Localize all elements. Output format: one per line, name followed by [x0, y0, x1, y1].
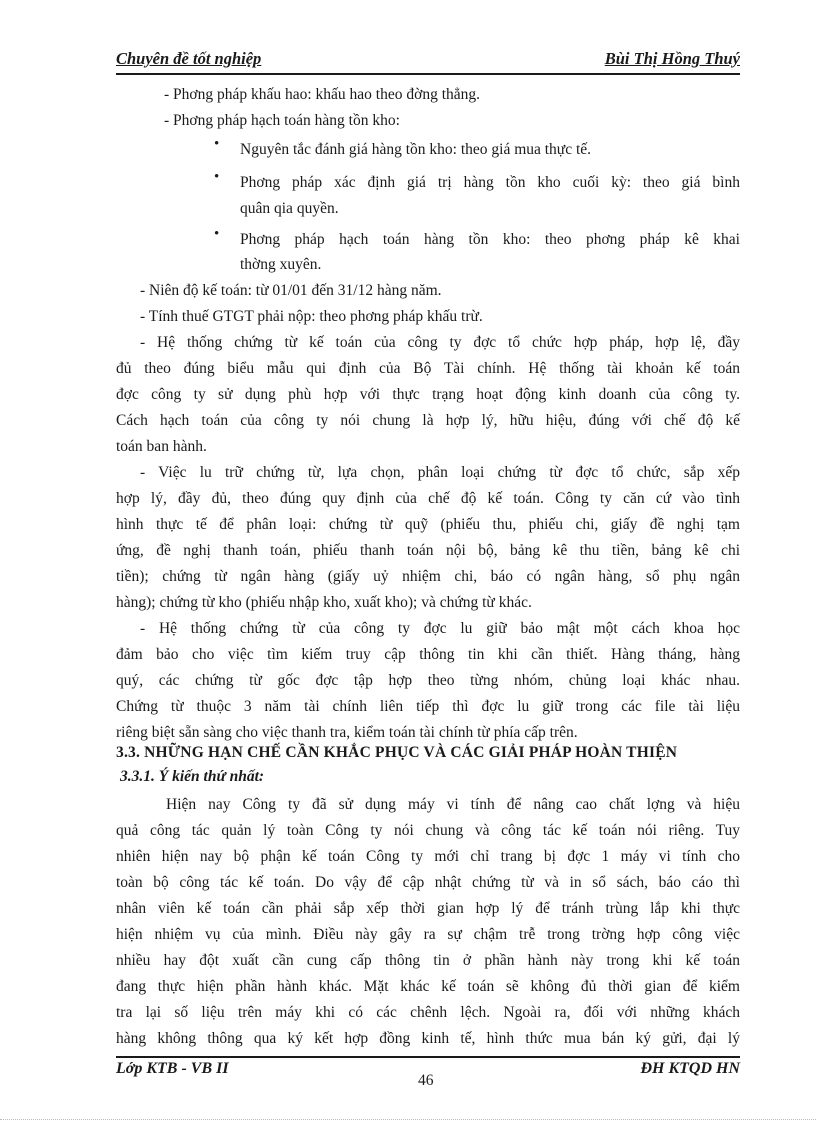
paragraph-line: ứng, đề nghị thanh toán, phiếu thanh toán nội bộ, bảng kê thu tiền, bảng kê chi: [116, 542, 740, 559]
paragraph-line: đủ theo đúng biểu mẫu qui định của Bộ Tài chính. Hệ thống tài khoản kế toán: [116, 360, 740, 377]
paragraph-line: đợc công ty sử dụng phù hợp với thực trạng hoạt động kinh doanh của công ty.: [116, 386, 740, 403]
paragraph-line: hàng); chứng từ kho (phiếu nhập kho, xuất kho); và chứng từ khác.: [116, 594, 532, 611]
bullet-item-line: quân qia quyền.: [240, 200, 339, 217]
subsection-heading: 3.3.1. Ý kiến thứ nhất:: [120, 768, 265, 785]
paragraph-line: - Tính thuế GTGT phải nộp: theo phơng pháp khấu trừ.: [140, 308, 483, 325]
bullet-icon: •: [214, 226, 220, 242]
bullet-item-line: Phơng pháp xác định giá trị hàng tồn kho cuối kỳ: theo giá bình: [240, 174, 740, 191]
paragraph-line: - Niên độ kế toán: từ 01/01 đến 31/12 hàng năm.: [140, 282, 442, 299]
paragraph-line: - Hệ thống chứng từ của công ty đợc lu giữ bảo mật một cách khoa học: [140, 620, 740, 637]
footer-class-name: Lớp KTB - VB II: [116, 1060, 229, 1077]
paragraph-line: Hiện nay Công ty đã sử dụng máy vi tính để nâng cao chất lợng và hiệu: [166, 796, 740, 813]
paragraph-line: hợp lý, đầy đủ, theo đúng quy định của chế độ kế toán. Công ty căn cứ vào tình: [116, 490, 740, 507]
bullet-item-line: thờng xuyên.: [240, 256, 322, 273]
paragraph-line: toàn bộ công tác kế toán. Do vậy để cập nhật chứng từ và in sổ sách, báo cáo thì: [116, 874, 740, 891]
paragraph-line: đang thực hiện phần hành khác. Mặt khác kế toán sẽ không đủ thời gian để kiểm: [116, 978, 740, 995]
paragraph-line: - Việc lu trữ chứng từ, lựa chọn, phân loại chứng từ đợc tổ chức, sắp xếp: [140, 464, 740, 481]
paragraph-line: Cách hạch toán của công ty nói chung là hợp lý, hữu hiệu, đúng với chế độ kế: [116, 412, 740, 429]
paragraph-line: đảm bảo cho việc tìm kiếm truy cập thông tin khi cần thiết. Hàng tháng, hàng: [116, 646, 740, 663]
paragraph-line: hình thực tế để phân loại: chứng từ quỹ (phiếu thu, phiếu chi, giấy đề nghị tạm: [116, 516, 740, 533]
paragraph-line: quý, các chứng từ gốc đợc tập hợp theo từng nhóm, chủng loại khác nhau.: [116, 672, 740, 689]
paragraph-line: quả công tác quản lý toàn Công ty nói chung và công tác kế toán nói riêng. Tuy: [116, 822, 740, 839]
paragraph-line: tra lại số liệu trên máy khi có các chênh lệch. Ngoài ra, đối với những khách: [116, 1004, 740, 1021]
paragraph-line: riêng biệt sẵn sàng cho việc thanh tra, kiểm toán tài chính từ phía cấp trên.: [116, 724, 578, 741]
paragraph-line: tiền); chứng từ ngân hàng (giấy uỷ nhiệm chi, báo có ngân hàng, sổ phụ ngân: [116, 568, 740, 585]
bullet-icon: •: [214, 169, 220, 185]
page-header: [116, 47, 740, 75]
paragraph-line: nhiên hiện nay bộ phận kế toán Công ty mới chỉ trang bị đợc 1 máy vi tính cho: [116, 848, 740, 865]
bullet-item-line: Nguyên tắc đánh giá hàng tồn kho: theo giá mua thực tế.: [240, 141, 592, 158]
page-footer: [116, 1060, 740, 1090]
paragraph-line: toán ban hành.: [116, 438, 207, 455]
header-thesis-title: Chuyên đề tốt nghiệp: [116, 49, 262, 68]
footer-divider: [116, 1056, 740, 1058]
footer-university: ĐH KTQD HN: [640, 1060, 740, 1077]
header-author-name: Bùi Thị Hồng Thuý: [604, 49, 740, 68]
paragraph-line: - Hệ thống chứng từ kế toán của công ty đợc tổ chức hợp pháp, hợp lệ, đầy: [140, 334, 740, 351]
paragraph-line: - Phơng pháp khấu hao: khấu hao theo đờng thẳng.: [164, 86, 481, 103]
paragraph-line: - Phơng pháp hạch toán hàng tồn kho:: [164, 112, 400, 129]
paragraph-line: nhân viên kế toán cần phải sắp xếp thời gian hợp lý để tránh trùng lắp khi thực: [116, 900, 740, 917]
paragraph-line: nhiều hay đột xuất cần cung cấp thông tin ở phần hành này trong khi kế toán: [116, 952, 740, 969]
page-number: 46: [418, 1072, 434, 1089]
bullet-icon: •: [214, 136, 220, 152]
paragraph-line: Chứng từ thuộc 3 năm tài chính liên tiếp thì đợc lu giữ trong các file tài liệu: [116, 698, 740, 715]
page-edge-divider: [0, 1119, 816, 1120]
paragraph-line: hàng không thông qua ký kết hợp đồng kinh tế, hình thức mua bán ký gửi, đại lý: [116, 1030, 740, 1047]
bullet-item-line: Phơng pháp hạch toán hàng tồn kho: theo phơng pháp kê khai: [240, 231, 740, 248]
paragraph-line: hiện nhiệm vụ của mình. Điều này gây ra sự chậm trễ trong trờng hợp công việc: [116, 926, 740, 943]
section-heading: 3.3. NHỮNG HẠN CHẾ CẦN KHẮC PHỤC VÀ CÁC GIẢI PHÁP HOÀN THIỆN: [116, 744, 678, 761]
